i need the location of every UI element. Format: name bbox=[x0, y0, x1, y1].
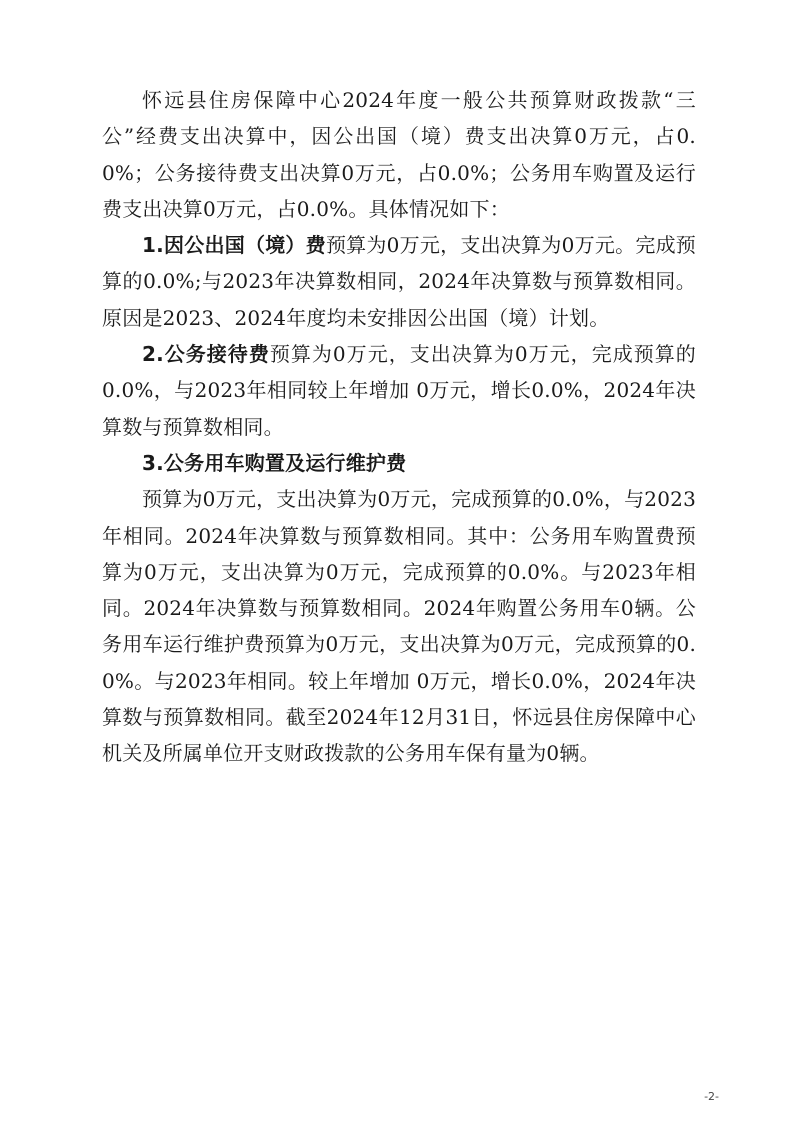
section-2-paragraph bbox=[102, 336, 696, 445]
section-1-body: 预算为0万元，支出决算为0万元。完成预算的0.0%;与2023年决算数相同，2024年决算数与预算数相同。原因是2023、2024年度均未安排因公出国（境）计划。 bbox=[102, 233, 697, 330]
section-2-body: 预算为0万元，支出决算为0万元，完成预算的 0.0%，与2023年相同较上年增加 0万元，增长0.0%，2024年决算数与预算数相同。 bbox=[102, 342, 696, 439]
section-1-heading: 1.因公出国（境）费 bbox=[142, 233, 326, 258]
page-number: -2- bbox=[704, 1090, 719, 1103]
section-3-body: 预算为0万元，支出决算为0万元，完成预算的0.0%，与2023年相同。2024年决算数与预算数相同。其中：公务用车购置费预算为0万元，支出决算为0万元，完成预算的0.0%。与2023年相同。2024年决算数与预算数相同。2024年购置公务用车0辆。公务用车运行维护费预算为0万元，支出决算为0万元，完成预算的0.0%。与2023年相同。较上年增加 0万元，增长0.0%，2024年决算数与预算数相同。截至2024年12月31日，怀远县住房保障中心机关及所属单位开支财政拨款的公务用车保有量为0辆。 bbox=[102, 487, 696, 766]
section-3-heading: 3.公务用车购置及运行维护费 bbox=[142, 450, 407, 475]
section-2-heading: 2.公务接待费 bbox=[142, 342, 270, 367]
intro-paragraph: 怀远县住房保障中心2024年度一般公共预算财政拨款“三公”经费支出决算中，因公出国（境）费支出决算0万元，占0.0%；公务接待费支出决算0万元，占0.0%；公务用车购置及运行费支出决算0万元，占0.0%。具体情况如下： bbox=[102, 88, 696, 221]
section-1-paragraph bbox=[102, 227, 696, 336]
document-body bbox=[102, 82, 696, 772]
